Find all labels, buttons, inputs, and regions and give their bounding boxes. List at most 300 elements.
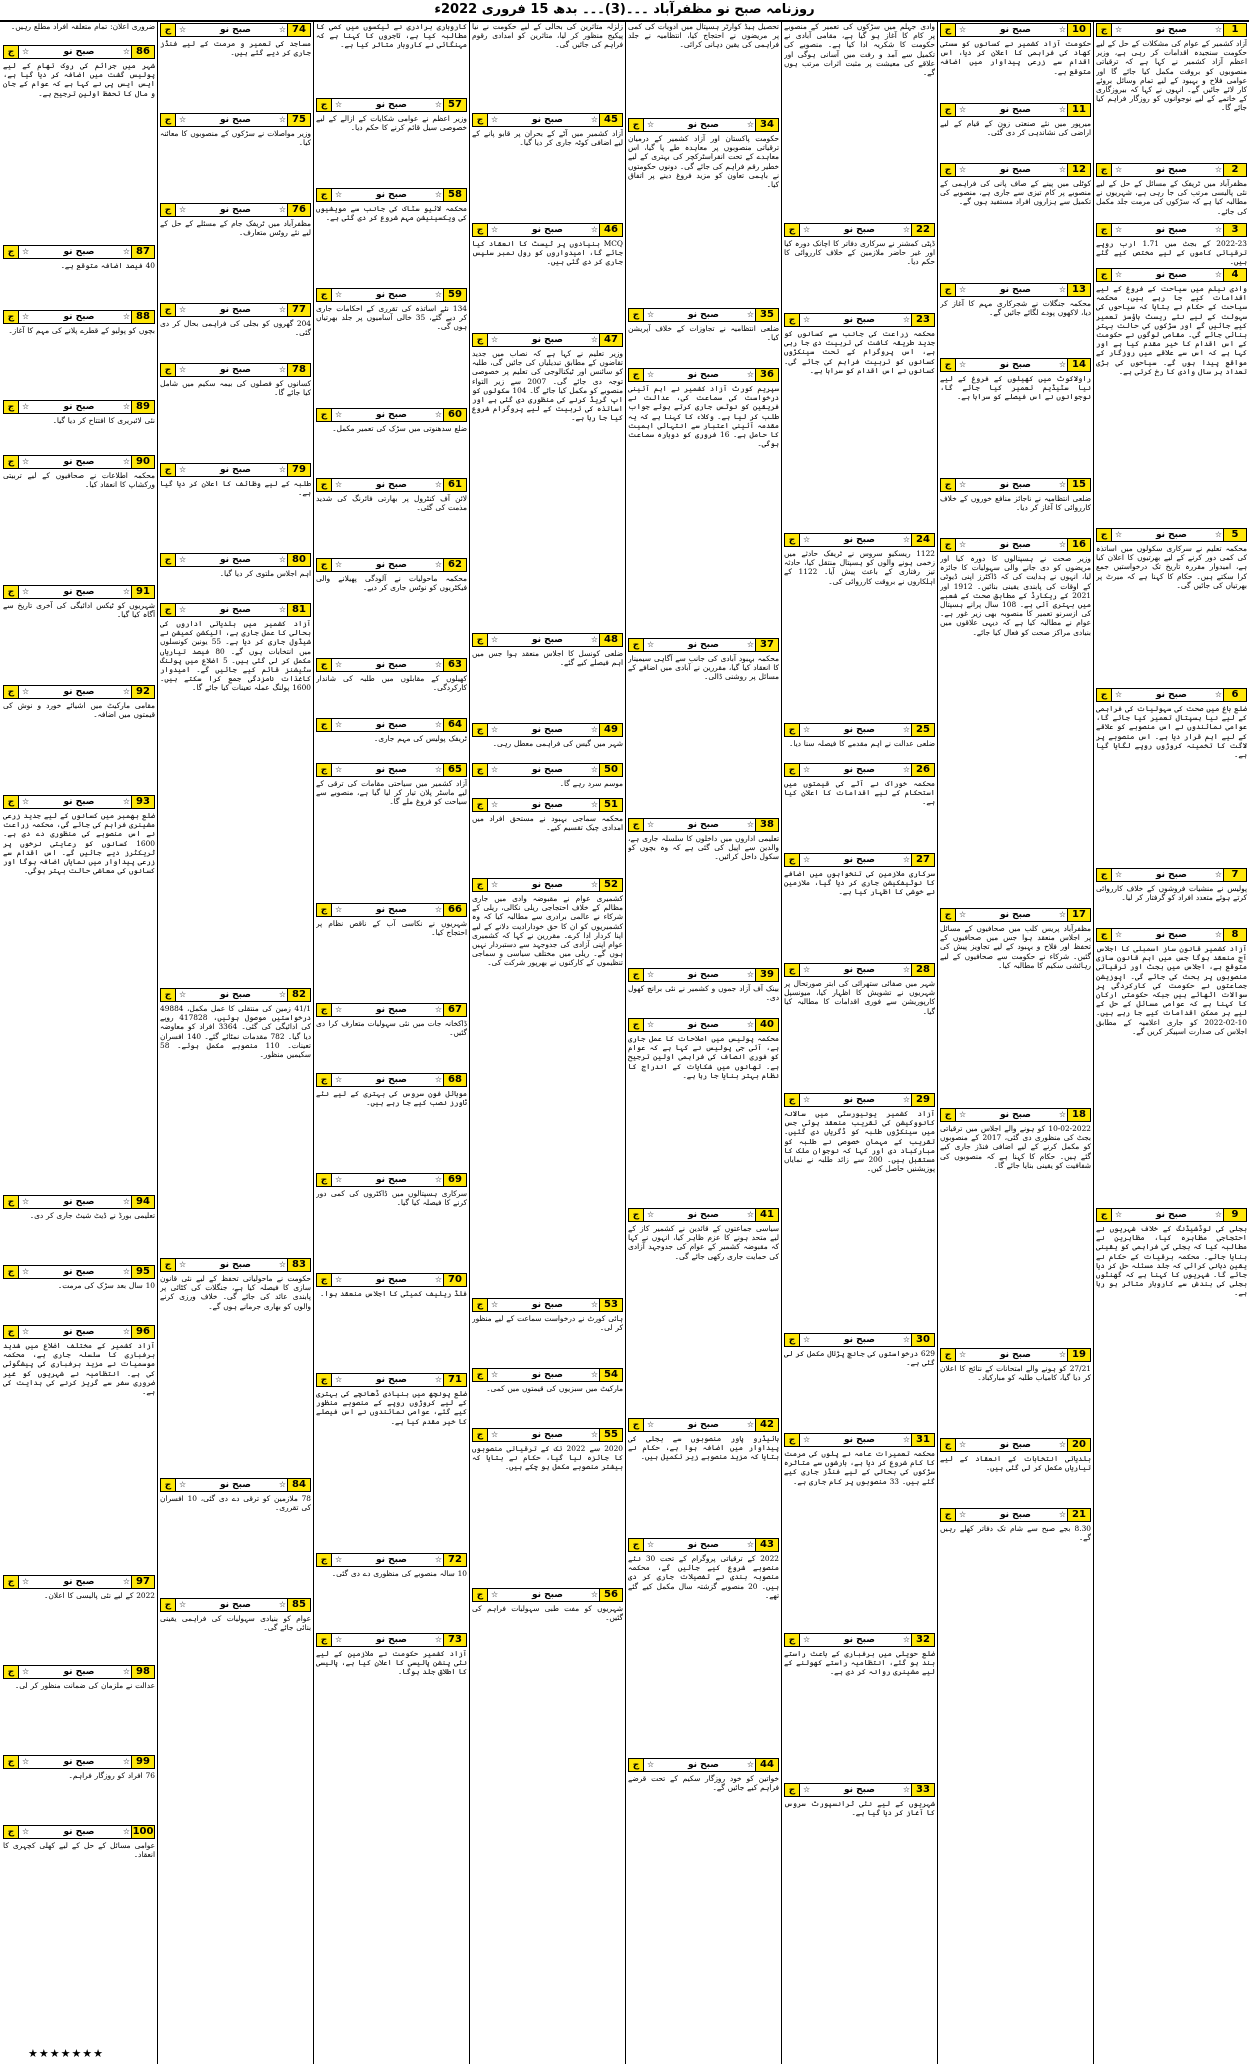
news-item-text: 10 سالہ منصوبے کی منظوری دے دی گئی۔ [331, 1569, 467, 1578]
star-icon: ☆ [902, 1785, 910, 1794]
news-item [316, 1552, 467, 1632]
news-item [784, 22, 935, 222]
star-icon: ☆ [902, 225, 910, 234]
brand-label: صبح نو [687, 1420, 719, 1430]
brand-label: صبح نو [531, 225, 563, 235]
news-item-header [784, 1093, 935, 1107]
news-item [316, 557, 467, 657]
star-icon: ☆ [278, 605, 286, 614]
news-item-text: حکومت نے ماحولیاتی تحفظ کے لیے نئی قانون سازی کا فیصلہ کیا ہے، جنگلات کی کٹائی پر پابندی عائد کی جائے گی۔ خلاف ورزی کرنے والوں کو بھاری جرمانے ہوں گے۔ [160, 1274, 311, 1311]
news-item-text: مظفرآباد میں ٹریفک جام کے مسئلے کے حل کے لیے نئے روٹس متعارف۔ [160, 219, 311, 238]
news-item-header [160, 463, 311, 477]
star-icon: ☆ [22, 1827, 30, 1836]
newspaper-logo-icon: ج [473, 879, 488, 891]
newspaper-logo-icon: ج [317, 1274, 332, 1286]
newspaper-logo-icon: ج [629, 969, 644, 981]
star-icon: ☆ [179, 305, 187, 314]
star-icon: ☆ [491, 1300, 499, 1309]
star-icon: ☆ [1115, 25, 1123, 34]
newspaper-logo-icon: ج [317, 189, 332, 201]
brand-label: صبح نو [999, 105, 1031, 115]
star-icon: ☆ [122, 457, 130, 466]
news-item-header [160, 1258, 311, 1272]
news-item-header [316, 1373, 467, 1387]
star-icon: ☆ [959, 1110, 967, 1119]
newspaper-logo-icon: ج [629, 1539, 644, 1551]
newspaper-logo-icon: ج [629, 1209, 644, 1221]
news-item [316, 1632, 467, 1792]
news-item-number: 64 [443, 719, 466, 731]
brand-label: صبح نو [375, 1375, 407, 1385]
newspaper-logo-icon: ج [785, 1784, 800, 1796]
news-item-number: 87 [131, 246, 154, 258]
star-icon: ☆ [22, 1577, 30, 1586]
newspaper-logo-icon: ج [629, 119, 644, 131]
newspaper-logo-icon: ج [1097, 929, 1112, 941]
brand-label: صبح نو [687, 310, 719, 320]
news-item-text: ضلعی انتظامیہ نے ناجائز منافع خوروں کے خلاف کارروائی کا آغاز کر دیا۔ [940, 494, 1091, 513]
news-item-text: سپریم کورٹ آزاد کشمیر نے اہم آئینی درخواست کی سماعت کی، عدالت نے فریقین کو نوٹس جاری کرتے ہوئے جواب طلب کر لیا ہے۔ وکلاء کا کہنا ہے کہ یہ مقدمہ آئینی اعتبار سے انتہائی اہمیت کا حامل ہے۔ 16 فروری کو دوبارہ سماعت ہوگی۔ [628, 384, 779, 449]
newspaper-logo-icon: ج [1097, 869, 1112, 881]
star-icon: ☆ [959, 165, 967, 174]
brand-label: صبح نو [687, 120, 719, 130]
star-icon: ☆ [22, 312, 30, 321]
news-item [160, 987, 311, 1257]
news-item-text: عوامی مسائل کے حل کے لیے کھلی کچہری کا انعقاد۔ [3, 1841, 155, 1860]
star-icon: ☆ [335, 765, 343, 774]
news-item [784, 722, 935, 762]
star-icon: ☆ [647, 370, 655, 379]
news-item-text: مقامی مارکیٹ میں اشیائے خورد و نوش کی قیمتوں میں اضافہ۔ [3, 701, 155, 720]
newspaper-logo-icon: ج [473, 224, 488, 236]
brand-label: صبح نو [63, 457, 95, 467]
news-item-text: 78 ملازمین کو ترقی دے دی گئی، 10 افسران کی تقرری۔ [160, 1494, 311, 1513]
brand-label: صبح نو [63, 687, 95, 697]
news-item [784, 762, 935, 852]
news-item [472, 632, 623, 722]
brand-label: صبح نو [1155, 1210, 1187, 1220]
news-item-text: وادی جہلم میں سڑکوں کی تعمیر کے منصوبے پر کام کا آغاز ہو گیا ہے، مقامی آبادی نے حکومت کا شکریہ ادا کیا ہے۔ منصوبے کی تکمیل سے آمد و رفت میں آسانی ہوگی اور علاقے کی معیشت پر مثبت اثرات مرتب ہوں گے۔ [784, 22, 935, 78]
news-item-header [784, 533, 935, 547]
star-icon: ☆ [590, 115, 598, 124]
star-icon: ☆ [959, 105, 967, 114]
news-item-number: 86 [131, 46, 154, 58]
news-item [1096, 927, 1247, 1207]
news-item [316, 1272, 467, 1372]
newspaper-logo-icon: ج [941, 284, 956, 296]
news-item-number: 10 [1067, 24, 1090, 36]
news-item-number: 25 [911, 724, 934, 736]
news-item-text: شہریوں کے لیے نئی ٹرانسپورٹ سروس کا آغاز کر دیا گیا ہے۔ [784, 1799, 935, 1818]
news-item [160, 22, 311, 112]
news-item-header [628, 818, 779, 832]
news-item-header [472, 333, 623, 347]
news-item-text: مظفرآباد پریس کلب میں صحافیوں کے مسائل پر اجلاس منعقد ہوا جس میں صحافیوں کے تحفظ اور فلاح و بہبود کے لیے تجاویز پیش کی گئیں۔ شرکاء نے حکومت سے صحافیوں کے لیے رہائشی سکیم کا مطالبہ کیا۔ [940, 924, 1091, 970]
news-item-header [940, 23, 1091, 37]
news-item-text: محکمہ تعلیم نے سرکاری سکولوں میں اساتذہ کی کمی دور کرنے کے لیے بھرتیوں کا اعلان کیا ہے، امیدوار مقررہ تاریخ تک درخواستیں جمع کرا سکتے ہیں۔ حکام کا کہنا ہے کہ میرٹ پر بھرتیاں کی جائیں گی۔ [1096, 544, 1247, 590]
star-icon: ☆ [647, 120, 655, 129]
star-icon: ☆ [959, 1350, 967, 1359]
news-item [316, 1072, 467, 1172]
star-icon: ☆ [590, 1430, 598, 1439]
star-icon: ☆ [959, 285, 967, 294]
news-item-header [316, 658, 467, 672]
news-item [3, 244, 155, 309]
brand-label: صبح نو [687, 1760, 719, 1770]
newspaper-logo-icon: ج [629, 1019, 644, 1031]
star-icon: ☆ [179, 365, 187, 374]
star-icon: ☆ [1115, 1210, 1123, 1219]
star-icon: ☆ [902, 1095, 910, 1104]
brand-label: صبح نو [375, 905, 407, 915]
star-icon: ☆ [590, 635, 598, 644]
star-icon: ☆ [1058, 540, 1066, 549]
news-item [472, 222, 623, 332]
star-icon: ☆ [1214, 270, 1222, 279]
news-item-text: 8.30 بجے صبح سے شام تک دفاتر کھلے رہیں گے۔ [940, 1524, 1091, 1543]
newspaper-logo-icon: ج [941, 909, 956, 921]
brand-label: صبح نو [63, 1577, 95, 1587]
news-item-header [784, 1333, 935, 1347]
brand-label: صبح نو [999, 285, 1031, 295]
news-item-text: زلزلہ متاثرین کی بحالی کے لیے حکومت نے نیا پیکیج منظور کر لیا، متاثرین کو امدادی رقوم فراہم کی جائیں گی۔ [472, 22, 623, 50]
star-icon: ☆ [122, 687, 130, 696]
news-item-number: 3 [1223, 224, 1246, 236]
news-item-number: 2 [1223, 164, 1246, 176]
newspaper-logo-icon: ج [317, 1174, 332, 1186]
news-item [1096, 687, 1247, 867]
newspaper-logo-icon: ج [1097, 269, 1112, 281]
star-icon: ☆ [491, 765, 499, 774]
news-item-header [3, 1325, 155, 1339]
news-item-number: 91 [131, 586, 154, 598]
star-icon: ☆ [590, 225, 598, 234]
news-item-number: 58 [443, 189, 466, 201]
newspaper-logo-icon: ج [161, 114, 176, 126]
newspaper-logo-icon: ج [4, 246, 19, 258]
newspaper-logo-icon: ج [473, 1589, 488, 1601]
news-item-text: خواتین کو خود روزگار سکیم کے تحت قرضے فراہم کیے جائیں گے۔ [628, 1774, 779, 1793]
newspaper-logo-icon: ج [473, 724, 488, 736]
news-item-number: 97 [131, 1576, 154, 1588]
star-icon: ☆ [1214, 165, 1222, 174]
star-icon: ☆ [491, 1430, 499, 1439]
news-item-header [472, 1588, 623, 1602]
news-item-header [3, 45, 155, 59]
news-item-text: آزاد کشمیر حکومت نے ملازمین کے لیے نئی پنشن پالیسی کا اعلان کیا ہے، پالیسی کا اطلاق جلد ہوگا۔ [316, 1649, 467, 1677]
brand-label: صبح نو [843, 1095, 875, 1105]
news-item-number: 63 [443, 659, 466, 671]
star-icon: ☆ [122, 1327, 130, 1336]
news-item-number: 35 [755, 309, 778, 321]
news-item-number: 61 [443, 479, 466, 491]
star-icon: ☆ [278, 365, 286, 374]
news-item-header [316, 1003, 467, 1017]
news-item-header [316, 763, 467, 777]
news-item-text: کاروباری برادری نے ٹیکسوں میں کمی کا مطالبہ کیا ہے، تاجروں کا کہنا ہے کہ مہنگائی نے کاروبار متاثر کیا ہے۔ [316, 22, 467, 50]
newspaper-logo-icon: ج [4, 1756, 19, 1768]
news-item-number: 42 [755, 1419, 778, 1431]
star-icon: ☆ [335, 1075, 343, 1084]
news-item [316, 1372, 467, 1552]
star-icon: ☆ [647, 1210, 655, 1219]
news-item-header [1096, 688, 1247, 702]
news-item-text: 134 نئے اساتذہ کی تقرری کے احکامات جاری کر دیے گئے، 35 خالی آسامیوں پر جلد بھرتیاں ہوں گی۔ [316, 304, 467, 332]
news-item-header [1096, 268, 1247, 282]
star-icon: ☆ [746, 970, 754, 979]
brand-label: صبح نو [375, 1005, 407, 1015]
star-icon: ☆ [902, 855, 910, 864]
news-item-text: آزاد کشمیر کے مختلف اضلاع میں شدید برفباری کا سلسلہ جاری ہے، محکمہ موسمیات نے مزید برفباری کی پیشگوئی کی ہے۔ انتظامیہ نے شہریوں کو غیر ضروری سفر سے گریز کرنے کی ہدایت کی ہے۔ [3, 1341, 155, 1397]
star-icon: ☆ [434, 100, 442, 109]
star-icon: ☆ [179, 990, 187, 999]
news-item-number: 31 [911, 1434, 934, 1446]
news-item [472, 722, 623, 762]
newspaper-logo-icon: ج [785, 764, 800, 776]
news-item-number: 22 [911, 224, 934, 236]
star-icon: ☆ [434, 1555, 442, 1564]
news-item-number: 98 [131, 1666, 154, 1678]
newspaper-logo-icon: ج [317, 1074, 332, 1086]
newspaper-logo-icon: ج [4, 456, 19, 468]
brand-label: صبح نو [843, 765, 875, 775]
news-item [3, 584, 155, 684]
brand-label: صبح نو [375, 1175, 407, 1185]
news-item-text: 2022 کے ترقیاتی پروگرام کے تحت 30 نئے منصوبے شروع کیے جائیں گے، محکمہ منصوبہ بندی نے تفصیلات جاری کر دی ہیں۔ 20 منصوبے گزشتہ سال مکمل کیے گئے تھے۔ [628, 1554, 779, 1600]
star-icon: ☆ [803, 965, 811, 974]
news-item [628, 22, 779, 117]
newspaper-logo-icon: ج [941, 1349, 956, 1361]
newspaper-logo-icon: ج [4, 1326, 19, 1338]
star-icon: ☆ [1058, 480, 1066, 489]
brand-label: صبح نو [843, 225, 875, 235]
news-item-text: آزاد کشمیر کے عوام کی مشکلات کے حل کے لیے حکومت سنجیدہ اقدامات کر رہی ہے، وزیر اعظم آزاد کشمیر نے کہا ہے کہ ترقیاتی منصوبوں کو بروقت مکمل کیا جائے گا اور عوامی فلاح و بہبود کے لیے تمام وسائل بروئے کار لائے جائیں گے۔ انہوں نے کہا کہ بیروزگاری کے خاتمے کے لیے نوجوانوں کو روزگار فراہم کیا جائے گا۔ [1096, 39, 1247, 113]
news-column [937, 22, 1093, 2064]
brand-label: صبح نو [843, 535, 875, 545]
news-item [628, 817, 779, 967]
star-icon: ☆ [491, 1370, 499, 1379]
news-item-text: محکمہ پولیس میں اصلاحات کا عمل جاری ہے، آئی جی پولیس نے کہا ہے کہ عوام کو فوری انصاف کی فراہمی اولین ترجیح ہے۔ تھانوں میں شکایات کے اندراج کا نظام بہتر بنایا جا رہا ہے۔ [628, 1034, 779, 1080]
star-icon: ☆ [179, 1480, 187, 1489]
news-item [160, 362, 311, 462]
news-item [940, 22, 1091, 102]
news-item-header [3, 1575, 155, 1589]
star-icon: ☆ [647, 1420, 655, 1429]
star-icon: ☆ [647, 820, 655, 829]
news-item-text: شہریوں کو ٹیکس ادائیگی کی آخری تاریخ سے آگاہ کیا گیا۔ [3, 601, 155, 620]
news-item-header [160, 1478, 311, 1492]
star-icon: ☆ [1115, 930, 1123, 939]
star-icon: ☆ [179, 205, 187, 214]
star-icon: ☆ [1115, 690, 1123, 699]
news-item-number: 47 [599, 334, 622, 346]
newspaper-logo-icon: ج [161, 304, 176, 316]
news-item-header [940, 103, 1091, 117]
brand-label: صبح نو [63, 1197, 95, 1207]
news-item-header [1096, 23, 1247, 37]
news-item-number: 30 [911, 1334, 934, 1346]
star-icon: ☆ [1058, 1350, 1066, 1359]
star-icon: ☆ [335, 290, 343, 299]
star-icon: ☆ [335, 905, 343, 914]
news-item-text: 2022-23 کے بجٹ میں 1.71 ارب روپے ترقیاتی کاموں کے لیے مختص کیے گئے ہیں۔ [1096, 239, 1247, 267]
news-item-number: 68 [443, 1074, 466, 1086]
news-item [316, 477, 467, 557]
news-item-text: MCQ بنیادوں پر ٹیسٹ کا انعقاد کیا جائے گا، امیدواروں کو رول نمبر سلپس جاری کر دی گئی ہیں۔ [472, 239, 623, 267]
star-icon: ☆ [1058, 1440, 1066, 1449]
brand-label: صبح نو [219, 205, 251, 215]
brand-label: صبح نو [219, 1600, 251, 1610]
news-item [784, 222, 935, 312]
star-icon: ☆ [434, 660, 442, 669]
brand-label: صبح نو [375, 410, 407, 420]
brand-label: صبح نو [375, 560, 407, 570]
brand-label: صبح نو [687, 970, 719, 980]
star-icon: ☆ [803, 1335, 811, 1344]
news-item-text: بینک آف آزاد جموں و کشمیر نے نئی برانچ کھول دی۔ [628, 984, 779, 1003]
star-icon: ☆ [803, 1095, 811, 1104]
brand-label: صبح نو [531, 880, 563, 890]
news-item-number: 20 [1067, 1439, 1090, 1451]
news-item-text: مارکیٹ میں سبزیوں کی قیمتوں میں کمی۔ [486, 1384, 623, 1393]
news-item-number: 62 [443, 559, 466, 571]
news-item-text: کوٹلی میں پینے کے صاف پانی کی فراہمی کے منصوبے پر کام تیزی سے جاری ہے، منصوبے کی تکمیل سے ہزاروں افراد مستفید ہوں گے۔ [940, 179, 1091, 207]
news-item-number: 1 [1223, 24, 1246, 36]
news-item-text: بجلی کی لوڈشیڈنگ کے خلاف شہریوں نے احتجاجی مظاہرہ کیا، مظاہرین نے مطالبہ کیا کہ بجلی کی فراہمی کو یقینی بنایا جائے۔ محکمہ برقیات کے حکام نے یقین دہانی کرائی کہ جلد مسئلہ حل کر دیا جائے گا۔ شہریوں کا کہنا ہے کہ گھنٹوں بجلی کی بندش سے کاروبار متاثر ہو رہا ہے۔ [1096, 1224, 1247, 1298]
brand-label: صبح نو [63, 797, 95, 807]
news-item-text: شہریوں نے نکاسی آب کے ناقص نظام پر احتجاج کیا۔ [316, 919, 467, 938]
news-item-text: 10 سال بعد سڑک کی مرمت۔ [57, 1281, 155, 1290]
news-item-text: نئی لائبریری کا افتتاح کر دیا گیا۔ [52, 416, 155, 425]
news-item-header [940, 163, 1091, 177]
masthead: روزنامہ صبح نو مظفرآباد ۔۔۔(3)۔۔۔ بدھ 15 فروری 2022ء [434, 2, 815, 17]
brand-label: صبح نو [1155, 690, 1187, 700]
star-icon: ☆ [179, 115, 187, 124]
news-item-header [1096, 163, 1247, 177]
brand-label: صبح نو [843, 855, 875, 865]
news-item-text: ضلع حویلی میں برفباری کے باعث راستے بند ہو گئے، انتظامیہ راستے کھولنے کے لیے مشینری روانہ کر دی ہے۔ [784, 1649, 935, 1677]
news-item-header [628, 638, 779, 652]
brand-label: صبح نو [375, 290, 407, 300]
newspaper-logo-icon: ج [941, 359, 956, 371]
newspaper-logo-icon: ج [317, 289, 332, 301]
news-item-number: 13 [1067, 284, 1090, 296]
brand-label: صبح نو [1155, 225, 1187, 235]
news-item [940, 282, 1091, 357]
star-icon: ☆ [335, 1375, 343, 1384]
news-item [316, 187, 467, 287]
news-item-header [784, 1783, 935, 1797]
brand-label: صبح نو [687, 1540, 719, 1550]
newspaper-logo-icon: ج [1097, 164, 1112, 176]
newspaper-logo-icon: ج [473, 1369, 488, 1381]
news-item [160, 202, 311, 302]
news-item-text: شہر میں صفائی ستھرائی کی ابتر صورتحال پر شہریوں نے تشویش کا اظہار کیا، میونسپل کارپوریشن سے فوری اقدامات کا مطالبہ کیا گیا۔ [784, 979, 935, 1016]
news-item-number: 33 [911, 1784, 934, 1796]
news-item-text: عوام کو بنیادی سہولیات کی فراہمی یقینی بنائی جائے گی۔ [160, 1614, 311, 1633]
news-item-text: کھیلوں کے مقابلوں میں طلبہ کی شاندار کارکردگی۔ [316, 674, 467, 693]
star-icon: ☆ [803, 1785, 811, 1794]
newspaper-logo-icon: ج [4, 1576, 19, 1588]
news-item-header [1096, 528, 1247, 542]
news-item-header [3, 585, 155, 599]
news-column [469, 22, 625, 2064]
star-icon: ☆ [1214, 870, 1222, 879]
brand-label: صبح نو [63, 47, 95, 57]
newspaper-logo-icon: ج [161, 554, 176, 566]
news-item-text: شہریوں کو مفت طبی سہولیات فراہم کی گئیں۔ [472, 1604, 623, 1623]
star-icon: ☆ [1115, 225, 1123, 234]
news-item-header [3, 245, 155, 259]
star-icon: ☆ [959, 480, 967, 489]
news-item [3, 22, 155, 44]
star-icon: ☆ [278, 990, 286, 999]
star-icon: ☆ [434, 560, 442, 569]
news-item-number: 36 [755, 369, 778, 381]
news-item-number: 12 [1067, 164, 1090, 176]
news-item-header [472, 1298, 623, 1312]
news-item-number: 84 [287, 1479, 310, 1491]
news-item-header [160, 113, 311, 127]
star-icon: ☆ [491, 1590, 499, 1599]
star-icon: ☆ [179, 1600, 187, 1609]
news-item-text: مساجد کی تعمیر و مرمت کے لیے فنڈز جاری کر دیے گئے ہیں۔ [160, 39, 311, 58]
brand-label: صبح نو [687, 640, 719, 650]
news-item-header [940, 283, 1091, 297]
news-item-header [160, 553, 311, 567]
star-icon: ☆ [803, 725, 811, 734]
news-item-header [3, 400, 155, 414]
brand-label: صبح نو [1155, 870, 1187, 880]
star-icon: ☆ [803, 535, 811, 544]
star-icon: ☆ [434, 905, 442, 914]
newspaper-logo-icon: ج [161, 604, 176, 616]
star-icon: ☆ [746, 120, 754, 129]
news-item [3, 309, 155, 399]
news-item-header [316, 1633, 467, 1647]
news-item [472, 1367, 623, 1427]
news-item-number: 71 [443, 1374, 466, 1386]
news-item-text: آزاد کشمیر یونیورسٹی میں سالانہ کانووکیشن کی تقریب منعقد ہوئی جس میں سینکڑوں طلبہ کو ڈگریاں دی گئیں۔ تقریب کے مہمان خصوصی نے طلبہ کو مبارکباد دی اور کہا کہ نوجوان ملک کا مستقبل ہیں۔ 200 سے زائد طلبہ نے نمایاں پوزیشنیں حاصل کیں۔ [784, 1109, 935, 1174]
news-item-header [628, 1758, 779, 1772]
brand-label: صبح نو [531, 1430, 563, 1440]
newspaper-logo-icon: ج [317, 99, 332, 111]
star-icon: ☆ [1058, 165, 1066, 174]
news-item [316, 287, 467, 407]
news-item-number: 92 [131, 686, 154, 698]
news-item-text: ضلعی عدالت نے اہم مقدمے کا فیصلہ سنا دیا۔ [789, 739, 935, 748]
brand-label: صبح نو [843, 315, 875, 325]
star-icon: ☆ [1058, 910, 1066, 919]
brand-label: صبح نو [999, 910, 1031, 920]
news-item [784, 1332, 935, 1432]
star-icon: ☆ [122, 402, 130, 411]
newspaper-logo-icon: ج [473, 799, 488, 811]
star-icon: ☆ [590, 800, 598, 809]
news-item [940, 102, 1091, 162]
news-item-number: 53 [599, 1299, 622, 1311]
newspaper-logo-icon: ج [4, 1196, 19, 1208]
news-item-text: 1122 ریسکیو سروس نے ٹریفک حادثے میں زخمی ہونے والوں کو ہسپتال منتقل کیا، حادثہ تیز رفتاری کے باعث پیش آیا۔ 1122 کے اہلکاروں نے بروقت کارروائی کی۔ [784, 549, 935, 586]
newspaper-logo-icon: ج [161, 1259, 176, 1271]
news-item-text: آزاد کشمیر میں آٹے کے بحران پر قابو پانے کے لیے اضافی کوٹہ جاری کر دیا گیا۔ [472, 129, 623, 148]
star-icon: ☆ [22, 457, 30, 466]
newspaper-logo-icon: ج [1097, 224, 1112, 236]
star-icon: ☆ [590, 765, 598, 774]
star-icon: ☆ [179, 555, 187, 564]
news-item-text: حکومت پاکستان اور آزاد کشمیر کے درمیان ترقیاتی منصوبوں پر معاہدہ طے پا گیا، اس معاہدے کے تحت انفراسٹرکچر کی بہتری کے لیے خطیر رقم فراہم کی جائے گی۔ دونوں حکومتوں نے باہمی تعاون کو مزید فروغ دینے پر اتفاق کیا۔ [628, 134, 779, 190]
star-icon: ☆ [959, 360, 967, 369]
